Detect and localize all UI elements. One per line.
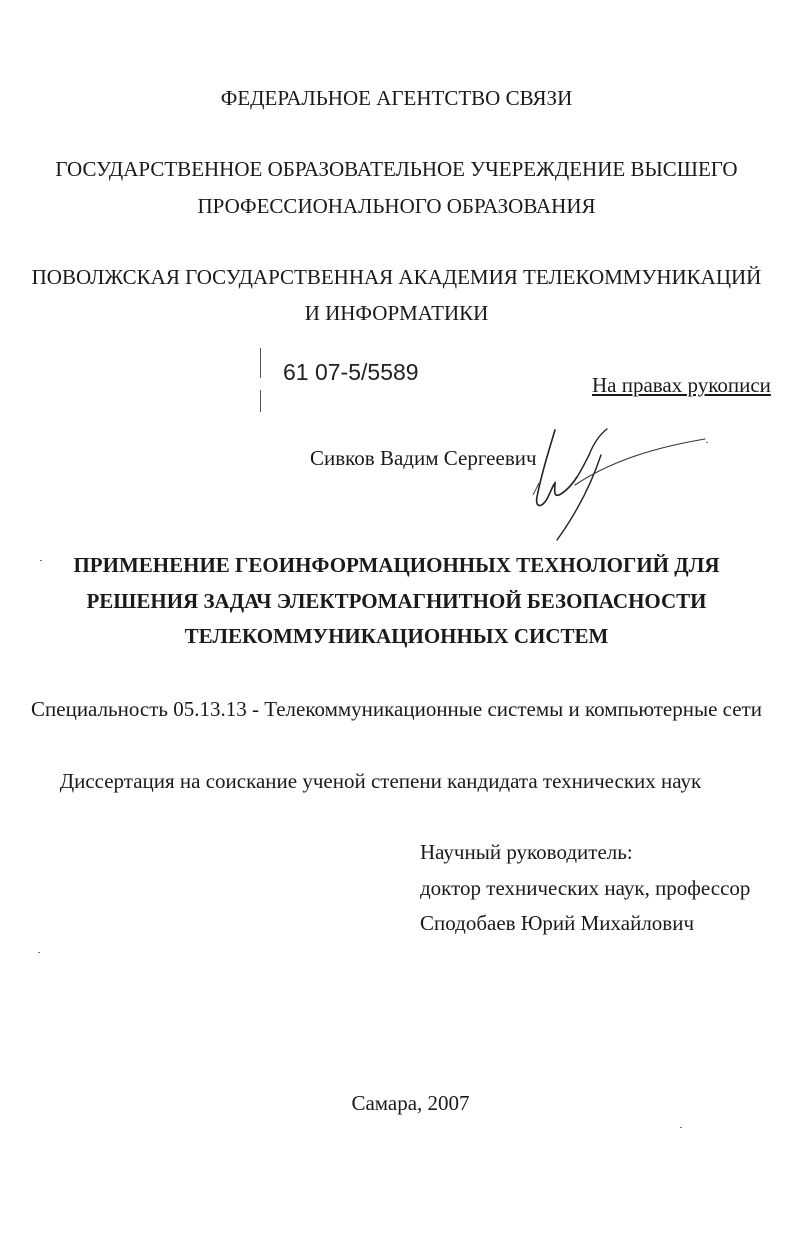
scan-speck — [706, 442, 708, 443]
scan-speck — [680, 1127, 682, 1128]
supervisor-name: Сподобаев Юрий Михайлович — [420, 911, 695, 935]
institution-line-1: ГОСУДАРСТВЕННОЕ ОБРАЗОВАТЕЛЬНОЕ УЧЕРЕЖДЕНИЕ ВЫСШЕГО — [55, 157, 738, 181]
stamp-border-mark — [260, 348, 261, 378]
author-name: Сивков Вадим Сергеевич — [310, 446, 537, 470]
scan-speck — [40, 560, 42, 561]
scan-speck — [38, 952, 40, 953]
title-line-2: РЕШЕНИЯ ЗАДАЧ ЭЛЕКТРОМАГНИТНОЙ БЕЗОПАСНОСТИ — [86, 589, 707, 613]
institution-line-2: ПРОФЕССИОНАЛЬНОГО ОБРАЗОВАНИЯ — [197, 194, 596, 218]
title-line-1: ПРИМЕНЕНИЕ ГЕОИНФОРМАЦИОННЫХ ТЕХНОЛОГИЙ ДЛЯ — [73, 553, 720, 577]
author-signature — [515, 425, 715, 545]
agency-name: ФЕДЕРАЛЬНОЕ АГЕНТСТВО СВЯЗИ — [220, 86, 573, 110]
supervisor-label: Научный руководитель: — [420, 840, 633, 864]
rights-note: На правах рукописи — [592, 373, 771, 397]
library-stamp-number: 61 07-5/5589 — [283, 359, 419, 385]
academy-line-2: И ИНФОРМАТИКИ — [304, 301, 489, 325]
place-year: Самара, 2007 — [351, 1091, 470, 1115]
dissertation-note: Диссертация на соискание ученой степени кандидата технических наук — [59, 769, 702, 793]
title-line-3: ТЕЛЕКОММУНИКАЦИОННЫХ СИСТЕМ — [184, 624, 609, 648]
academy-line-1: ПОВОЛЖСКАЯ ГОСУДАРСТВЕННАЯ АКАДЕМИЯ ТЕЛЕКОММУНИКАЦИЙ — [31, 265, 762, 289]
specialty: Специальность 05.13.13 - Телекоммуникационные системы и компьютерные сети — [31, 697, 762, 721]
supervisor-degree: доктор технических наук, профессор — [420, 876, 751, 900]
stamp-border-mark-lower — [260, 390, 261, 412]
